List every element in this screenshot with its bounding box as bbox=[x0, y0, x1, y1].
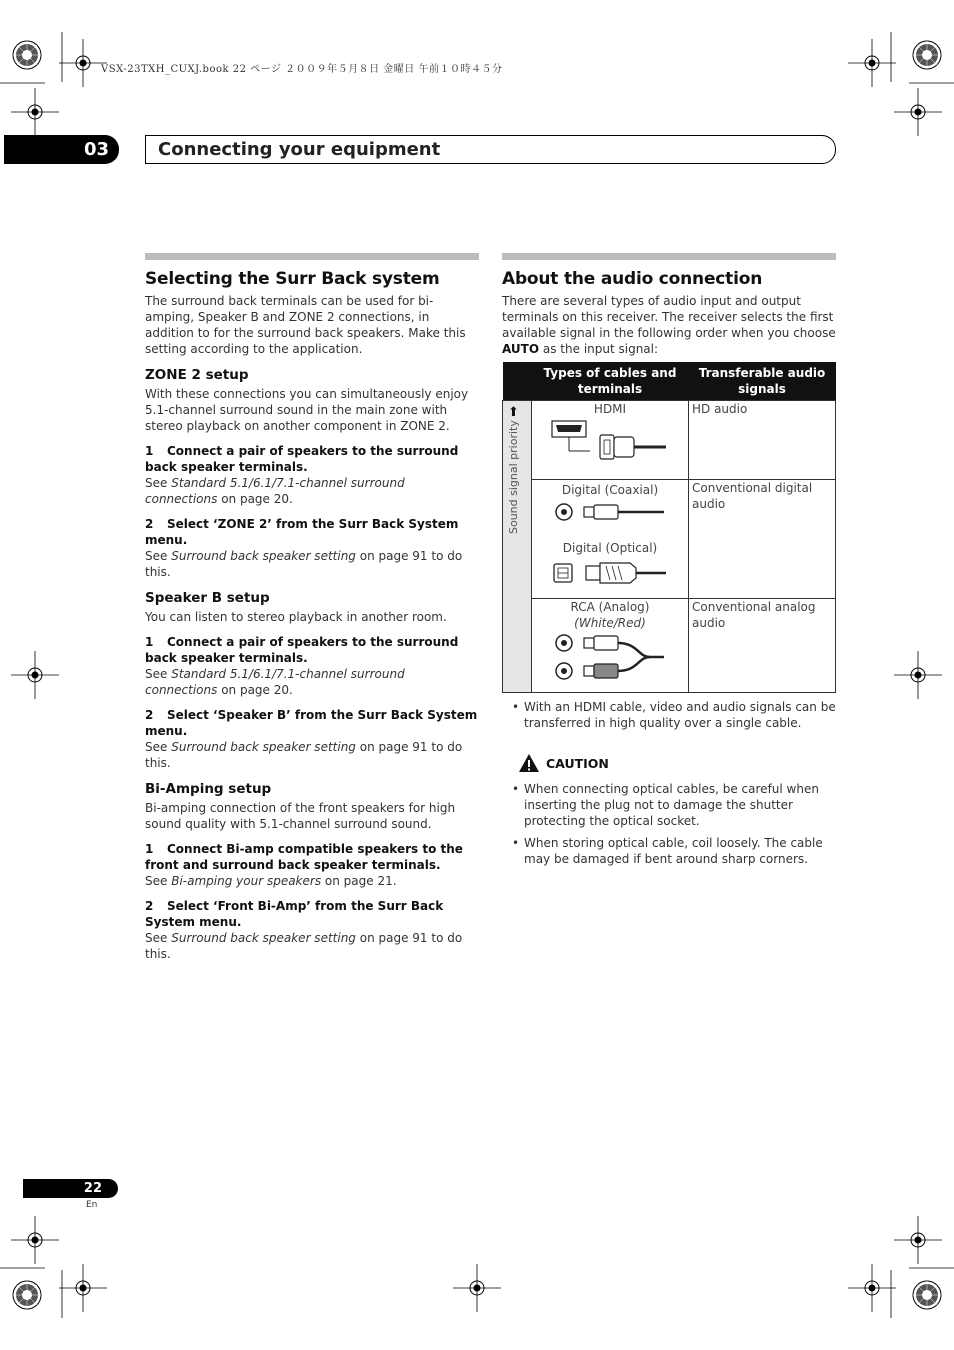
speakerb-step-1: 1 Connect a pair of speakers to the surround back speaker terminals. bbox=[145, 635, 459, 665]
audio-intro: There are several types of audio input and output terminals on this receiver. The receiver selects the first available signal in the following order when you choose AUTO as the input signal: bbox=[502, 294, 836, 356]
type-rca-colors: (White/Red) bbox=[574, 616, 646, 630]
zone2-step-2: 2 Select ‘ZONE 2’ from the Surr Back System menu. bbox=[145, 517, 459, 547]
table-row bbox=[532, 480, 689, 599]
optical-connector-icon bbox=[550, 556, 670, 590]
zone2-heading: ZONE 2 setup bbox=[145, 367, 249, 383]
left-column bbox=[145, 253, 479, 962]
biamp-step-2: 2 Select ‘Front Bi-Amp’ from the Surr Back System menu. bbox=[145, 899, 444, 929]
table-header-signals: Transferable audio signals bbox=[689, 362, 836, 401]
type-rca-analog: RCA (Analog) bbox=[570, 600, 650, 614]
print-info: VSX-23TXH_CUXJ.book 22 ページ ２００９年５月８日 金曜日 午前１０時４５分 bbox=[101, 64, 503, 75]
page-language: En bbox=[86, 1200, 98, 1210]
surr-back-intro: The surround back terminals can be used for bi-amping, Speaker B and ZONE 2 connections, in addition to for the surround back speakers. Make this setting according to the application. bbox=[145, 294, 466, 356]
biamp-heading: Bi-Amping setup bbox=[145, 781, 272, 797]
zone2-step-2-ref: See Surround back speaker setting on page 91 to do this. bbox=[145, 549, 463, 579]
zone2-step-1: 1 Connect a pair of speakers to the surround back speaker terminals. bbox=[145, 444, 459, 474]
biamp-step-1-ref: See Bi-amping your speakers on page 21. bbox=[145, 874, 397, 888]
up-arrow-icon: ⬆ bbox=[508, 405, 519, 420]
speakerb-text: You can listen to stereo playback in another room. bbox=[145, 610, 447, 624]
section-heading-audio: About the audio connection bbox=[502, 269, 763, 289]
type-digital-coaxial: Digital (Coaxial) bbox=[561, 483, 659, 497]
page-number: 22 bbox=[23, 1179, 118, 1198]
table-header-types: Types of cables and terminals bbox=[532, 362, 689, 401]
audio-connection-table bbox=[502, 362, 836, 693]
table-row bbox=[532, 401, 689, 480]
caution-heading bbox=[502, 753, 836, 773]
speakerb-heading: Speaker B setup bbox=[145, 590, 270, 606]
warning-triangle-icon bbox=[518, 753, 540, 773]
coaxial-connector-icon bbox=[550, 498, 670, 526]
rca-connector-icon bbox=[550, 631, 670, 683]
biamp-step-2-ref: See Surround back speaker setting on page 91 to do this. bbox=[145, 931, 463, 961]
caution-item: • When storing optical cable, coil loosely. The cable may be damaged if bent around sharp corners. bbox=[502, 835, 836, 867]
speakerb-step-2-ref: See Surround back speaker setting on page 91 to do this. bbox=[145, 740, 463, 770]
hdmi-connector-icon bbox=[550, 417, 670, 467]
signal-analog-audio: Conventional analog audio bbox=[689, 599, 836, 693]
section-bar bbox=[502, 253, 836, 260]
right-column bbox=[502, 253, 836, 867]
priority-column bbox=[503, 401, 532, 693]
type-hdmi: HDMI bbox=[593, 402, 627, 416]
priority-label: Sound signal priority bbox=[507, 420, 520, 534]
signal-hd-audio: HD audio bbox=[689, 401, 836, 480]
caution-item: • When connecting optical cables, be careful when inserting the plug not to damage the shutter protecting the optical socket. bbox=[502, 781, 836, 829]
section-bar bbox=[145, 253, 479, 260]
chapter-title: Connecting your equipment bbox=[145, 135, 836, 164]
hdmi-note: • With an HDMI cable, video and audio signals can be transferred in high quality over a single cable. bbox=[502, 699, 836, 731]
signal-digital-audio: Conventional digital audio bbox=[689, 480, 836, 599]
caution-title: CAUTION bbox=[546, 755, 609, 771]
speakerb-step-2: 2 Select ‘Speaker B’ from the Surr Back System menu. bbox=[145, 708, 478, 738]
chapter-number: 03 bbox=[4, 135, 119, 164]
biamp-step-1: 1 Connect Bi-amp compatible speakers to the front and surround back speaker terminals. bbox=[145, 842, 463, 872]
biamp-text: Bi-amping connection of the front speakers for high sound quality with 5.1-channel surround sound. bbox=[145, 801, 456, 831]
zone2-text: With these connections you can simultaneously enjoy 5.1-channel surround sound in the main zone with stereo playback on another component in ZONE 2. bbox=[145, 387, 469, 433]
zone2-step-1-ref: See Standard 5.1/6.1/7.1-channel surround connections on page 20. bbox=[145, 476, 405, 506]
type-digital-optical: Digital (Optical) bbox=[562, 541, 658, 555]
section-heading-surr-back: Selecting the Surr Back system bbox=[145, 269, 440, 289]
table-row bbox=[532, 599, 689, 693]
speakerb-step-1-ref: See Standard 5.1/6.1/7.1-channel surround connections on page 20. bbox=[145, 667, 405, 697]
